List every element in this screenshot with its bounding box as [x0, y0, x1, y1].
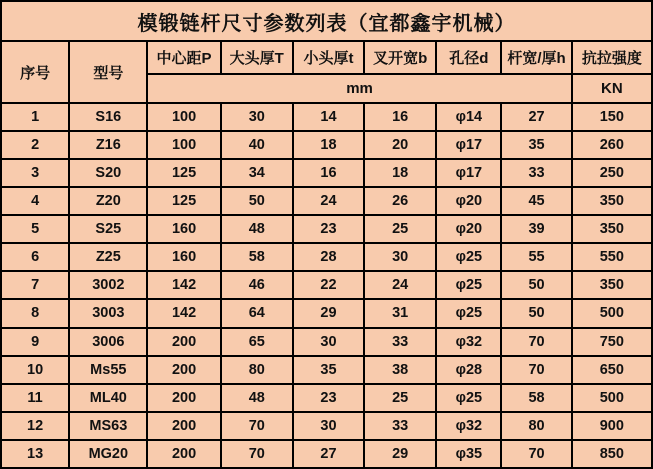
table-cell: 500	[572, 299, 652, 327]
table-cell: 100	[147, 103, 220, 131]
col-header-model: 型号	[69, 41, 147, 103]
col-header-hole-diameter-d: 孔径d	[436, 41, 501, 74]
table-cell: Z25	[69, 243, 147, 271]
table-cell: 58	[221, 243, 293, 271]
table-row	[1, 103, 652, 131]
table-cell: 29	[293, 299, 364, 327]
table-row	[1, 159, 652, 187]
table-cell: 38	[364, 356, 436, 384]
table-cell: 6	[1, 243, 69, 271]
table-cell: 50	[501, 271, 571, 299]
table-cell: 7	[1, 271, 69, 299]
table-cell: MS63	[69, 412, 147, 440]
table-row	[1, 243, 652, 271]
table-cell: 65	[221, 328, 293, 356]
table-cell: 1	[1, 103, 69, 131]
table-cell: 22	[293, 271, 364, 299]
table-cell: 70	[221, 440, 293, 468]
table-row	[1, 271, 652, 299]
table-cell: 12	[1, 412, 69, 440]
table-cell: 70	[221, 412, 293, 440]
table-cell: 48	[221, 384, 293, 412]
table-cell: 30	[293, 412, 364, 440]
table-cell: φ20	[436, 215, 501, 243]
table-cell: φ17	[436, 159, 501, 187]
table-cell: 27	[501, 103, 571, 131]
table-cell: 40	[221, 131, 293, 159]
table-cell: 3003	[69, 299, 147, 327]
table-cell: 34	[221, 159, 293, 187]
table-cell: 350	[572, 215, 652, 243]
table-cell: 25	[364, 384, 436, 412]
table-cell: 26	[364, 187, 436, 215]
table-cell: 550	[572, 243, 652, 271]
table-cell: 350	[572, 187, 652, 215]
table-row	[1, 412, 652, 440]
table-row	[1, 356, 652, 384]
table-cell: 3006	[69, 328, 147, 356]
table-row	[1, 299, 652, 327]
table-row	[1, 328, 652, 356]
table-cell: 70	[501, 440, 571, 468]
table-cell: Z16	[69, 131, 147, 159]
table-cell: 80	[221, 356, 293, 384]
table-cell: 70	[501, 328, 571, 356]
table-cell: 13	[1, 440, 69, 468]
table-cell: 125	[147, 159, 220, 187]
table-cell: 33	[501, 159, 571, 187]
header-row-labels	[1, 41, 652, 74]
table-cell: 48	[221, 215, 293, 243]
table-cell: Z20	[69, 187, 147, 215]
table-cell: 45	[501, 187, 571, 215]
table-cell: φ32	[436, 412, 501, 440]
table-cell: 142	[147, 299, 220, 327]
table-cell: 50	[221, 187, 293, 215]
table-cell: 200	[147, 412, 220, 440]
table-cell: φ28	[436, 356, 501, 384]
table-cell: 50	[501, 299, 571, 327]
col-header-rod-width-thickness-h: 杆宽/厚h	[501, 41, 571, 74]
table-cell: 500	[572, 384, 652, 412]
table-cell: 125	[147, 187, 220, 215]
table-cell: 160	[147, 243, 220, 271]
table-cell: 650	[572, 356, 652, 384]
table-cell: 31	[364, 299, 436, 327]
table-cell: 24	[364, 271, 436, 299]
table-cell: 39	[501, 215, 571, 243]
table-cell: φ35	[436, 440, 501, 468]
table-cell: 20	[364, 131, 436, 159]
table-cell: φ32	[436, 328, 501, 356]
table-cell: φ25	[436, 384, 501, 412]
table-cell: φ25	[436, 299, 501, 327]
table-cell: 46	[221, 271, 293, 299]
col-header-big-end-thickness-t: 大头厚T	[221, 41, 293, 74]
table-cell: 200	[147, 384, 220, 412]
table-cell: 900	[572, 412, 652, 440]
table-cell: 23	[293, 384, 364, 412]
table-cell: 3	[1, 159, 69, 187]
table-cell: 3002	[69, 271, 147, 299]
table-row	[1, 131, 652, 159]
table-cell: 200	[147, 356, 220, 384]
table-cell: 11	[1, 384, 69, 412]
table-cell: φ14	[436, 103, 501, 131]
table-cell: 16	[293, 159, 364, 187]
table-cell: S25	[69, 215, 147, 243]
table-row	[1, 440, 652, 468]
col-header-fork-width-b: 叉开宽b	[364, 41, 436, 74]
table-cell: 64	[221, 299, 293, 327]
table-cell: 25	[364, 215, 436, 243]
table-cell: 18	[293, 131, 364, 159]
table-cell: MG20	[69, 440, 147, 468]
table-cell: 350	[572, 271, 652, 299]
col-header-small-end-thickness-t: 小头厚t	[293, 41, 364, 74]
table-cell: 4	[1, 187, 69, 215]
table-cell: 250	[572, 159, 652, 187]
table-cell: 24	[293, 187, 364, 215]
col-header-serial-number: 序号	[1, 41, 69, 103]
table-cell: 200	[147, 328, 220, 356]
col-header-center-distance-p: 中心距P	[147, 41, 220, 74]
table-cell: 260	[572, 131, 652, 159]
table-cell: 27	[293, 440, 364, 468]
table-cell: φ20	[436, 187, 501, 215]
table-cell: 70	[501, 356, 571, 384]
page-title: 模锻链杆尺寸参数列表（宜都鑫宇机械）	[1, 1, 652, 41]
table-cell: 142	[147, 271, 220, 299]
table-cell: 35	[501, 131, 571, 159]
table-cell: 5	[1, 215, 69, 243]
table-cell: 100	[147, 131, 220, 159]
col-header-tensile-strength: 抗拉强度	[572, 41, 652, 74]
table-cell: 30	[293, 328, 364, 356]
table-cell: 33	[364, 328, 436, 356]
table-cell: 850	[572, 440, 652, 468]
table-cell: 8	[1, 299, 69, 327]
table-cell: ML40	[69, 384, 147, 412]
table-cell: φ17	[436, 131, 501, 159]
table-cell: 18	[364, 159, 436, 187]
table-cell: 28	[293, 243, 364, 271]
table-body	[1, 1, 652, 468]
table-cell: 750	[572, 328, 652, 356]
table-cell: 30	[221, 103, 293, 131]
unit-kn-cell: KN	[572, 74, 652, 103]
table-cell: 160	[147, 215, 220, 243]
table-cell: 55	[501, 243, 571, 271]
table-cell: S20	[69, 159, 147, 187]
table-cell: Ms55	[69, 356, 147, 384]
unit-mm-cell: mm	[147, 74, 571, 103]
table-cell: 16	[364, 103, 436, 131]
table-row	[1, 384, 652, 412]
table-cell: 200	[147, 440, 220, 468]
table-row	[1, 215, 652, 243]
title-row	[1, 1, 652, 41]
table-cell: 35	[293, 356, 364, 384]
table-cell: 80	[501, 412, 571, 440]
table-cell: 58	[501, 384, 571, 412]
table-cell: 2	[1, 131, 69, 159]
table-cell: 30	[364, 243, 436, 271]
table-cell: 9	[1, 328, 69, 356]
table-cell: φ25	[436, 243, 501, 271]
table-cell: S16	[69, 103, 147, 131]
table-cell: 29	[364, 440, 436, 468]
table-cell: 23	[293, 215, 364, 243]
table-cell: 33	[364, 412, 436, 440]
table-cell: 150	[572, 103, 652, 131]
table-cell: 14	[293, 103, 364, 131]
table-cell: φ25	[436, 271, 501, 299]
table-cell: 10	[1, 356, 69, 384]
table-row	[1, 187, 652, 215]
